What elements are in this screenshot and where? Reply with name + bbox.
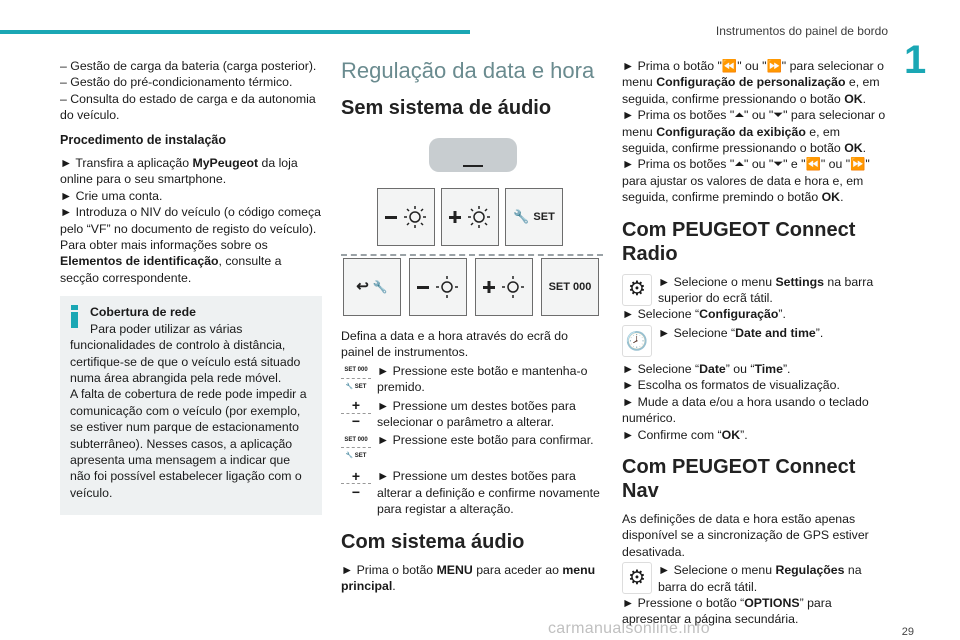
info-icon: [70, 305, 79, 329]
set-000-icon: SET 000 🔧 SET: [341, 432, 371, 464]
step-row: [622, 325, 888, 357]
brightness-minus-button: [377, 188, 435, 246]
step-text: ► Selecione “Date” ou “Time”.: [622, 361, 791, 376]
bullet-item: – Gestão de carga da bateria (carga posterior).: [60, 59, 317, 73]
column-2: [341, 58, 603, 594]
brightness-plus-button: [441, 188, 499, 246]
step-text: ► Mude a data e/ou a hora usando o teclado numérico.: [622, 394, 869, 426]
install-step-1: ► Transfira a aplicação MyPeugeot da loja online para o seu smartphone.: [60, 156, 298, 187]
info-box: [60, 296, 322, 515]
step-text: ► Prima os botões "⏶" ou "⏷" para selecionar o menu Configuração da exibição e, em seguida, confirme pressionando o botão OK.: [622, 108, 886, 156]
step-4-text: ► Pressione um destes botões para alterar a definição e confirme novamente para registar a alteração.: [377, 469, 600, 517]
back-wrench-button: [343, 258, 401, 316]
step-text: ► Confirme com “OK”.: [622, 427, 748, 442]
step-text: ► Pressione o botão “OPTIONS” para apresentar a página secundária.: [622, 595, 832, 627]
set-000-button: SET 000: [541, 258, 599, 316]
clock-icon: 🕗: [622, 325, 652, 357]
install-note: Para obter mais informações sobre os Elementos de identificação, consulte a secção correspondente.: [60, 238, 282, 285]
brightness-minus-button-2: [409, 258, 467, 316]
step-row: [341, 468, 603, 517]
plus-minus-icon: + −: [341, 468, 371, 500]
step-row: [622, 562, 888, 595]
return-arrow-icon: ↩: [356, 277, 369, 295]
info-text: Para poder utilizar as várias: [90, 321, 243, 336]
intro-text: Defina a data e a hora através do ecrã do painel de instrumentos.: [341, 329, 568, 360]
step-3-text: ► Pressione este botão para confirmar.: [377, 433, 594, 448]
step-text: ► Selecione “Configuração”.: [622, 307, 786, 322]
install-heading: Procedimento de instalação: [60, 132, 227, 147]
subsection-heading: Com PEUGEOT Connect Nav: [622, 455, 856, 502]
subsection-heading: Sem sistema de áudio: [341, 97, 552, 119]
header-accent-bar: [0, 30, 470, 34]
install-step-3: ► Introduza o NIV do veículo (o código começa pelo “VF” no documento de registo do veículo).: [60, 205, 321, 236]
watermark: carmanualsonline.info: [548, 620, 710, 637]
column-3: [622, 58, 888, 628]
section-heading: Regulação da data e hora: [341, 58, 595, 83]
set-wrench-button: 🔧 SET: [505, 188, 563, 246]
section-title: Instrumentos do painel de bordo: [715, 24, 888, 38]
bullet-item: – Gestão do pré-condicionamento térmico.: [60, 75, 293, 90]
page-number: 29: [901, 626, 914, 638]
step-text: ► Selecione o menu Settings na barra superior do ecrã tátil.: [658, 274, 874, 306]
step-1-text: ► Pressione este botão e mantenha-o premido.: [377, 363, 588, 395]
gear-icon: ⚙: [622, 562, 652, 594]
step-text: ► Escolha os formatos de visualização.: [622, 378, 840, 393]
brightness-plus-button-2: [475, 258, 533, 316]
wrench-icon: 🔧: [513, 208, 530, 224]
set-000-icon: SET 000 🔧 SET: [341, 363, 371, 395]
subsection-heading: Com sistema áudio: [341, 530, 525, 553]
step-text: ► Prima o botão "⏪" ou "⏩" para selecionar o menu Configuração de personalização e, em seguida, confirme pressionando o botão OK.: [622, 59, 884, 106]
instrument-panel-illustration: [341, 128, 603, 316]
step-row: [622, 274, 888, 307]
gear-icon: ⚙: [622, 274, 652, 306]
wrench-icon: 🔧: [372, 279, 388, 294]
step-2-text: ► Pressione um destes botões para selecionar o parâmetro a alterar.: [377, 398, 576, 430]
audio-text: ► Prima o botão MENU para aceder ao menu principal.: [341, 562, 596, 594]
bullet-item: – Consulta do estado de carga e da autonomia do veículo.: [60, 91, 316, 123]
column-1: [60, 58, 322, 515]
step-row: [341, 398, 603, 431]
step-text: ► Selecione “Date and time”.: [658, 325, 824, 340]
subsection-heading: Com PEUGEOT Connect Radio: [622, 218, 856, 265]
chapter-number: 1: [904, 38, 927, 82]
step-text: ► Selecione o menu Regulações na barra do ecrã tátil.: [658, 563, 862, 594]
info-text: funcionalidades de controlo à distância, certifique-se de que o veículo está situado numa área abrangida pela rede móvel.: [70, 338, 301, 385]
info-text: A falta de cobertura de rede pode impedir a comunicação com o veículo (por exemplo, se estiver num parque de estacionamento subterrâneo). Nesses casos, a aplicação apresenta uma mensagem a indicar que não foi possível estabelecer ligação com o veículo.: [70, 387, 307, 500]
step-row: [341, 363, 603, 396]
step-text: ► Prima os botões "⏶" ou "⏷" e "⏪" ou "⏩" para ajustar os valores de data e hora e, em seguida, confirme premindo o botão OK.: [622, 157, 870, 205]
plus-minus-icon: + −: [341, 398, 371, 430]
info-title: Cobertura de rede: [90, 305, 196, 320]
nav-intro: As definições de data e hora estão apenas disponível se a sincronização de GPS estiver desativada.: [622, 511, 869, 559]
step-row: [341, 432, 603, 464]
display-line: [463, 165, 483, 167]
install-step-2: ► Crie uma conta.: [60, 188, 163, 203]
dashed-separator: [341, 254, 603, 256]
